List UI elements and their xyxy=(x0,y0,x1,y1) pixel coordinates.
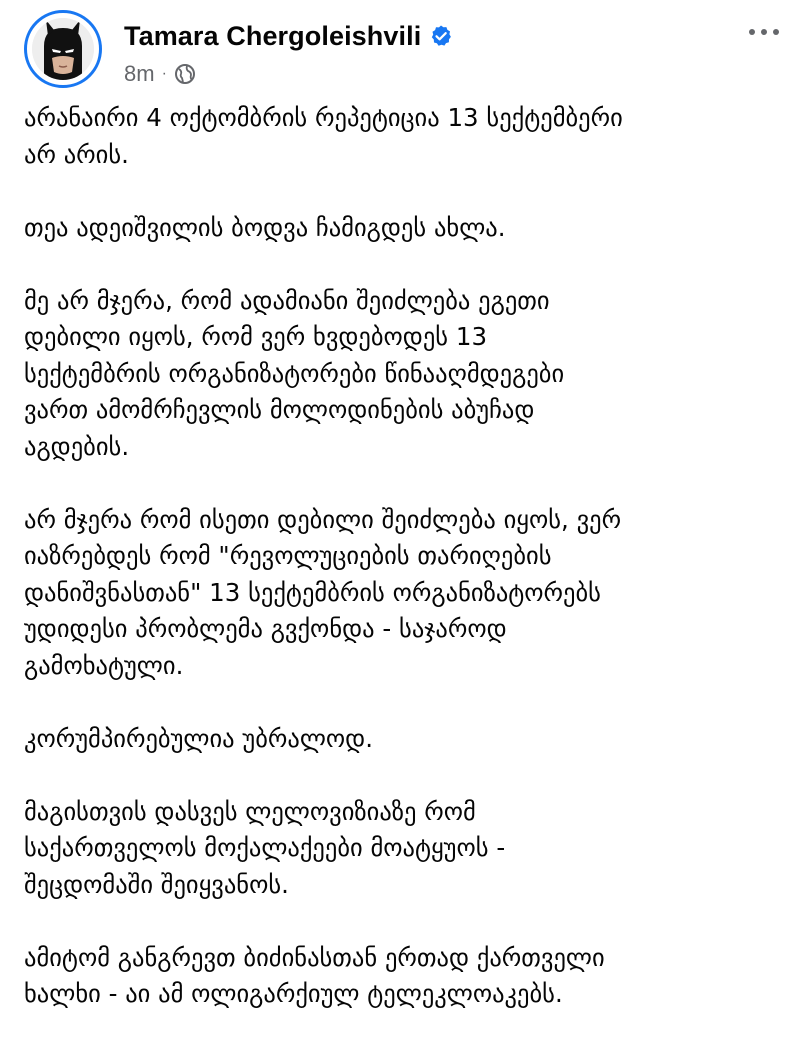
post-meta xyxy=(124,60,196,88)
verified-badge-icon xyxy=(429,24,453,48)
more-options-icon xyxy=(748,28,780,36)
post-paragraph: არ მჯერა რომ ისეთი დებილი შეიძლება იყოს, ვერ იაზრებდეს რომ "რევოლუციების თარიღების დანიშვნასთან" 13 სექტემბრის ორგანიზატორებს უდიდესი პრობლემა გვქონდა - საჯაროდ გამოხატული. xyxy=(24,504,622,680)
post-paragraph: ამიტომ განგრევთ ბიძინასთან ერთად ქართველი ხალხი - აი ამ ოლიგარქიულ ტელეკლოაკებს. xyxy=(24,942,605,1008)
post-header xyxy=(24,10,784,90)
post-paragraph: მაგისთვის დასვეს ლელოვიზიაზე რომ საქართველოს მოქალაქეები მოატყუოს - შეცდომაში შეიყვანოს. xyxy=(24,796,506,899)
post-text xyxy=(24,100,790,1049)
more-options-button[interactable] xyxy=(744,16,784,48)
batman-mask-icon xyxy=(32,18,94,80)
globe-icon[interactable] xyxy=(174,63,196,85)
author-row xyxy=(124,16,453,56)
avatar[interactable] xyxy=(24,10,102,88)
post-paragraph: არანაირი 4 ოქტომბრის რეპეტიცია 13 სექტემბერი არ არის. xyxy=(24,103,623,169)
post-paragraph: კორუმპირებულია უბრალოდ. xyxy=(24,723,373,753)
avatar-image xyxy=(32,18,94,80)
timestamp[interactable]: 8m xyxy=(124,61,155,86)
post-paragraph: მე არ მჯერა, რომ ადამიანი შეიძლება ეგეთი დებილი იყოს, რომ ვერ ხვდებოდეს 13 სექტემბრის ორგანიზატორები წინააღმდეგები ვართ ამომრჩევლის მოლოდინების აბუჩად აგდების. xyxy=(24,285,565,461)
meta-separator: · xyxy=(161,65,167,82)
post-paragraph: თეა ადეიშვილის ბოდვა ჩამიგდეს ახლა. xyxy=(24,212,506,242)
author-name[interactable]: Tamara Chergoleishvili xyxy=(124,20,422,51)
